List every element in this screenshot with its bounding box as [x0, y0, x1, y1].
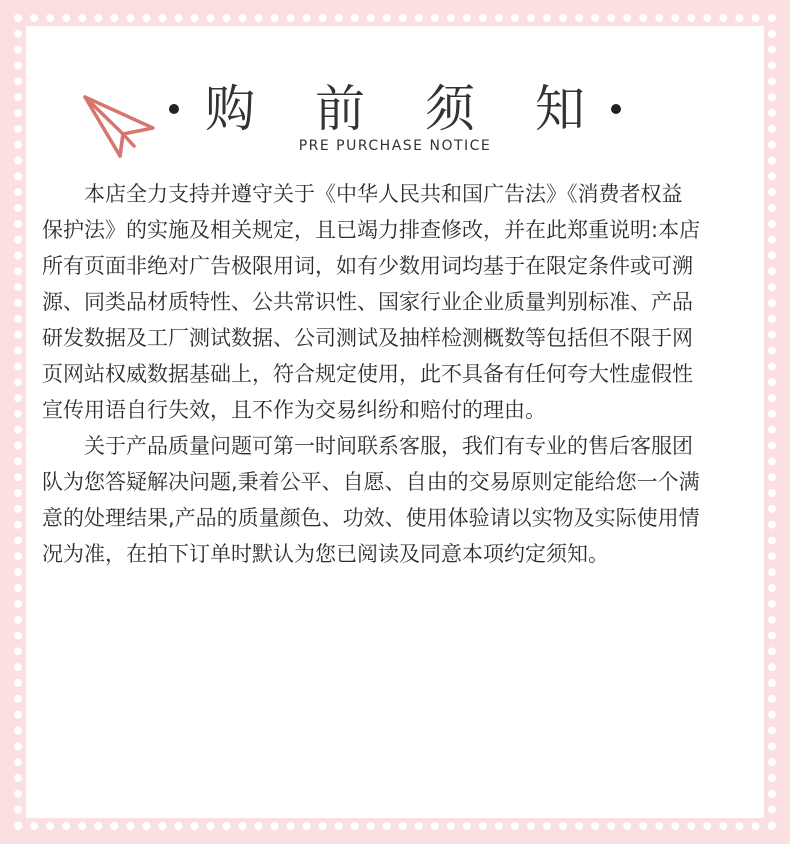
- title-dot-left: [169, 104, 179, 114]
- title-row: [26, 74, 764, 144]
- page-title: 购 前 须 知: [205, 80, 607, 138]
- page-subtitle: PRE PURCHASE NOTICE: [298, 138, 492, 154]
- notice-paragraph-advertising-law: 本店全力支持并遵守关于《中华人民共和国广告法》《消费者权益保护法》的实施及相关规定，且已竭力排查修改，并在此郑重说明:本店所有页面非绝对广告极限用词，如有少数用词均基于在限定条件或可溯源、同类品材质特性、公共常识性、国家行业企业质量判别标准、产品研发数据及工厂测试数据、公司测试及抽样检测概数等包括但不限于网页网站权威数据基础上，符合规定使用，此不具备有任何夸大性虚假性宣传用语自行失效，且不作为交易纠纷和赔付的理由。: [42, 182, 701, 422]
- title-dot-right: [611, 104, 621, 114]
- notice-content: [42, 176, 702, 572]
- notice-paragraph-after-sales: 关于产品质量问题可第一时间联系客服，我们有专业的售后客服团队为您答疑解决问题,秉着公平、自愿、自由的交易原则定能给您一个满意的处理结果,产品的质量颜色、功效、使用体验请以实物及实际使用情况为准，在拍下订单时默认为您已阅读及同意本项约定须知。: [42, 434, 700, 566]
